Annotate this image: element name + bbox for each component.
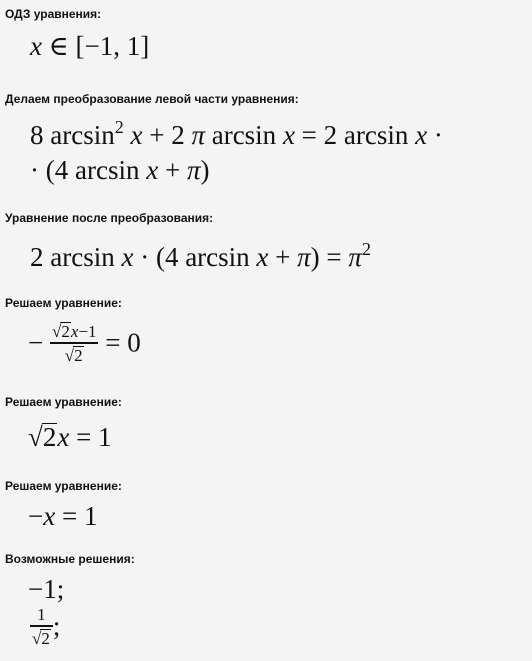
sqrt bbox=[28, 423, 57, 451]
rhs-value: 1 bbox=[83, 501, 98, 531]
step-label-domain: ОДЗ уравнения: bbox=[5, 7, 102, 21]
solution-2 bbox=[30, 606, 60, 647]
equals-sign: = bbox=[105, 327, 121, 358]
function-name: arcsin bbox=[185, 242, 250, 272]
transformed-equation bbox=[30, 240, 371, 271]
radical-sign: √ bbox=[64, 345, 75, 365]
fraction bbox=[50, 322, 98, 364]
transform-formula-line2 bbox=[30, 157, 209, 184]
fraction bbox=[30, 606, 53, 647]
coefficient: 2 bbox=[323, 120, 338, 150]
step-label-solve-1: Решаем уравнение: bbox=[5, 296, 122, 310]
coefficient: 2 bbox=[171, 120, 185, 150]
equals-sign: = bbox=[301, 120, 317, 150]
variable: x bbox=[57, 422, 70, 452]
rhs-value: 1 bbox=[98, 422, 112, 452]
solution-value: −1 bbox=[28, 574, 57, 604]
variable: x bbox=[70, 322, 79, 341]
exponent: 2 bbox=[114, 117, 124, 137]
separator: ; bbox=[52, 610, 61, 641]
radical-sign: √ bbox=[28, 422, 43, 452]
solve-equation-1 bbox=[28, 322, 141, 364]
radicand: 2 bbox=[74, 345, 83, 365]
variable: x bbox=[30, 31, 42, 61]
radicand: 2 bbox=[42, 422, 57, 452]
separator: ; bbox=[56, 574, 65, 604]
solution-1 bbox=[28, 576, 64, 603]
equals-sign: = bbox=[76, 422, 92, 452]
pi-symbol: π bbox=[191, 120, 205, 150]
function-name: arcsin bbox=[50, 120, 115, 150]
step-label-solve-2: Решаем уравнение: bbox=[5, 395, 122, 409]
function-name: arcsin bbox=[75, 155, 140, 185]
variable: x bbox=[121, 242, 134, 272]
function-name: arcsin bbox=[50, 242, 115, 272]
open-paren: ( bbox=[155, 242, 165, 272]
pi-symbol: π bbox=[186, 155, 201, 185]
element-of-symbol: ∈ bbox=[48, 31, 69, 61]
plus-sign: + bbox=[164, 155, 181, 185]
radical-sign: √ bbox=[51, 322, 62, 341]
multiply-dot: · bbox=[30, 155, 39, 185]
fraction-bar bbox=[50, 342, 98, 344]
function-name: arcsin bbox=[211, 120, 277, 150]
multiply-dot: · bbox=[433, 120, 443, 150]
function-name: arcsin bbox=[343, 120, 409, 150]
domain-formula bbox=[30, 33, 149, 60]
coefficient: 4 bbox=[164, 242, 179, 272]
step-label-transform: Делаем преобразование левой части уравнения: bbox=[5, 92, 299, 106]
plus-sign: + bbox=[149, 120, 165, 150]
coefficient: 4 bbox=[54, 155, 69, 185]
sqrt bbox=[52, 322, 71, 340]
minus-sign: − bbox=[28, 501, 44, 531]
step-label-solutions: Возможные решения: bbox=[5, 552, 135, 566]
variable: x bbox=[282, 120, 295, 150]
interval: [−1, 1] bbox=[75, 31, 150, 61]
step-label-after-transform: Уравнение после преобразования: bbox=[5, 211, 214, 225]
coefficient: 2 bbox=[30, 242, 44, 272]
variable: x bbox=[130, 120, 143, 150]
variable: x bbox=[146, 155, 159, 185]
variable: x bbox=[415, 120, 428, 150]
close-paren: ) bbox=[310, 242, 320, 272]
multiply-dot: · bbox=[140, 242, 150, 272]
fraction-denominator bbox=[50, 346, 98, 364]
solve-equation-3 bbox=[28, 503, 97, 530]
pi-symbol: π bbox=[348, 242, 362, 272]
open-paren: ( bbox=[45, 155, 55, 185]
fraction-numerator: 1 bbox=[37, 605, 46, 624]
pi-symbol: π bbox=[297, 242, 311, 272]
rhs-value: 0 bbox=[127, 327, 141, 358]
minus-sign: − bbox=[28, 327, 44, 358]
fraction-numerator bbox=[50, 322, 98, 340]
equals-sign: = bbox=[61, 501, 78, 531]
step-label-solve-3: Решаем уравнение: bbox=[5, 479, 122, 493]
coefficient: 8 bbox=[30, 120, 44, 150]
radical-sign: √ bbox=[32, 628, 42, 648]
plus-sign: + bbox=[275, 242, 291, 272]
solve-equation-2 bbox=[28, 423, 112, 451]
exponent: 2 bbox=[361, 239, 371, 259]
sqrt bbox=[32, 629, 51, 647]
radicand: 2 bbox=[61, 322, 70, 341]
transform-formula-line1 bbox=[30, 118, 443, 149]
variable: x bbox=[256, 242, 269, 272]
radicand: 2 bbox=[41, 628, 50, 648]
sqrt bbox=[65, 346, 84, 364]
variable: x bbox=[43, 501, 56, 531]
close-paren: ) bbox=[200, 155, 210, 185]
fraction-denominator bbox=[30, 629, 53, 647]
numerator-rest: −1 bbox=[78, 322, 97, 341]
equals-sign: = bbox=[326, 242, 342, 272]
fraction-bar bbox=[30, 625, 53, 627]
